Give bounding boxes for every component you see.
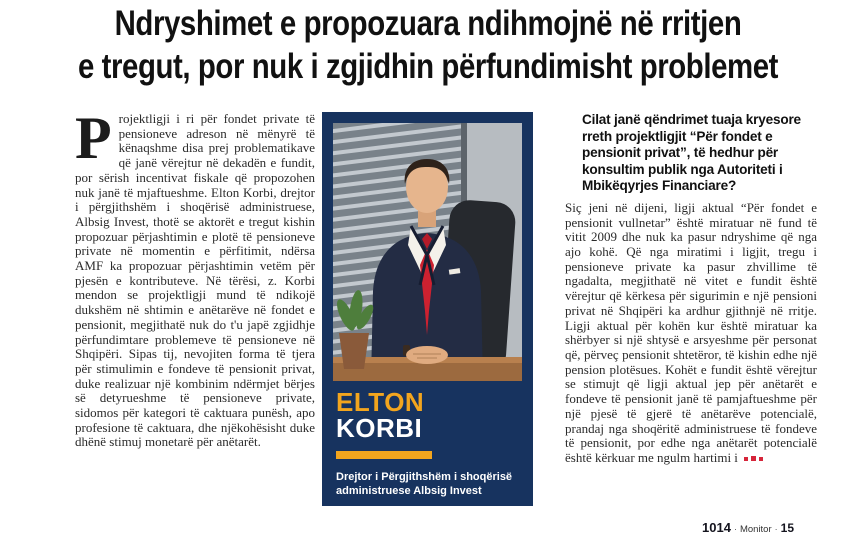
magazine-name: Monitor: [739, 524, 772, 535]
caption-accent-bar: [336, 451, 432, 459]
left-column: [75, 105, 315, 450]
portrait-photo-illustration: [333, 123, 522, 381]
right-column: [565, 112, 817, 466]
photo-caption: [322, 381, 533, 498]
left-column-paragraph: [75, 105, 315, 450]
footer-separator: ·: [733, 524, 737, 534]
page-number: 15: [780, 521, 794, 535]
person-first-name: ELTON: [336, 387, 425, 417]
dropcap-letter: P: [75, 105, 112, 171]
interview-question: Cilat janë qëndrimet tuaja kryesore rreth projektligjit “Për fondet e pensionit privat”, të hedhur për konsultim publik nga Autoriteti i Mbikëqyrjes Financiare?: [582, 112, 801, 194]
left-column-text: rojektligji i ri për fondet private të pensioneve adreson në mënyrë të kënaqshme disa prej problematikave që janë vërejtur në dekadën e fundit, por sërish incentivat fiskale që propozohen nuk janë të mjaftueshme. Elton Korbi, drejtor i përgjithshëm i shoqërisë administruese, Albsig Invest, thotë se aktorët e tregut kishin propozuar përjashtimin e plotë të pensioneve private në momentin e përfitimit, ndërsa AMF ka propozuar përjashtimin vetëm për pjesën e kontributeve. Në tërësi, z. Korbi mendon se projektligji mund të ndikojë dukshëm në shtimin e anëtarëve në fondet e pensionit, megjithatë nuk do t'u japë zgjidhje përfundimtare problemeve të pensioneve në Shqipëri. Sipas tij, nevojiten forma të tjera për stimulimin e fondeve të pensionit privat, duke realizuar një kombinim ndërmjet bërjes së detyrueshme të pensioneve private, sidomos për kategori të caktuara punësh, apo profesione të caktuara, dhe njëkohësisht duke dhënë stimuj monetarë për anëtarët.: [75, 111, 315, 450]
right-column-paragraph: [565, 201, 817, 466]
footer-separator: ·: [774, 524, 778, 534]
continued-marker-dots-icon: [741, 450, 763, 465]
page-footer: [702, 520, 794, 535]
issue-number: 1014: [702, 520, 731, 535]
person-last-name: KORBI: [336, 413, 423, 443]
interview-answer: Siç jeni në dijeni, ligji aktual “Për fondet e pensionit vullnetar” është miratuar në fund të vitit 2009 dhe nuk ka pasur ndryshime që nga ajo kohë. Që nga miratimi i ligjit, tregu i pensioneve private ka pasur zhvillime të ngadalta, megjithatë në vitet e fundit është vërejtur që kërkesa për sigurimin e një pensioni privat në Shqipëri ka ardhur gjithnjë në rritje. Ligji aktual për kohën kur është miratuar ka shërbyer si një shtysë e arsyeshme për personat që, përveç pensionit shtetëror, të kishin edhe një pension plotësues. Kohët e fundit është vërejtur se stimujt që ligji aktual jep për anëtarët e fondeve të pensionit janë të pamjaftueshme për një pjesë të gjerë të anëtarëve potencialë, prandaj nga shoqëritë administruese të fondeve të pensionit, por edhe nga anëtarët potencialë është kërkuar me ngulm hartimi i: [565, 199, 817, 465]
headline-line-2: e tregut, por nuk i zgjidhin përfundimisht problemet: [77, 47, 779, 86]
person-role: Drejtor i Përgjithshëm i shoqërisë administruese Albsig Invest: [336, 471, 513, 497]
headline-line-1: Ndryshimet e propozuara ndihmojnë në rritjen: [114, 4, 742, 43]
article-headline: [0, 2, 856, 88]
portrait-photo: [333, 123, 522, 381]
photo-card: [322, 112, 533, 506]
